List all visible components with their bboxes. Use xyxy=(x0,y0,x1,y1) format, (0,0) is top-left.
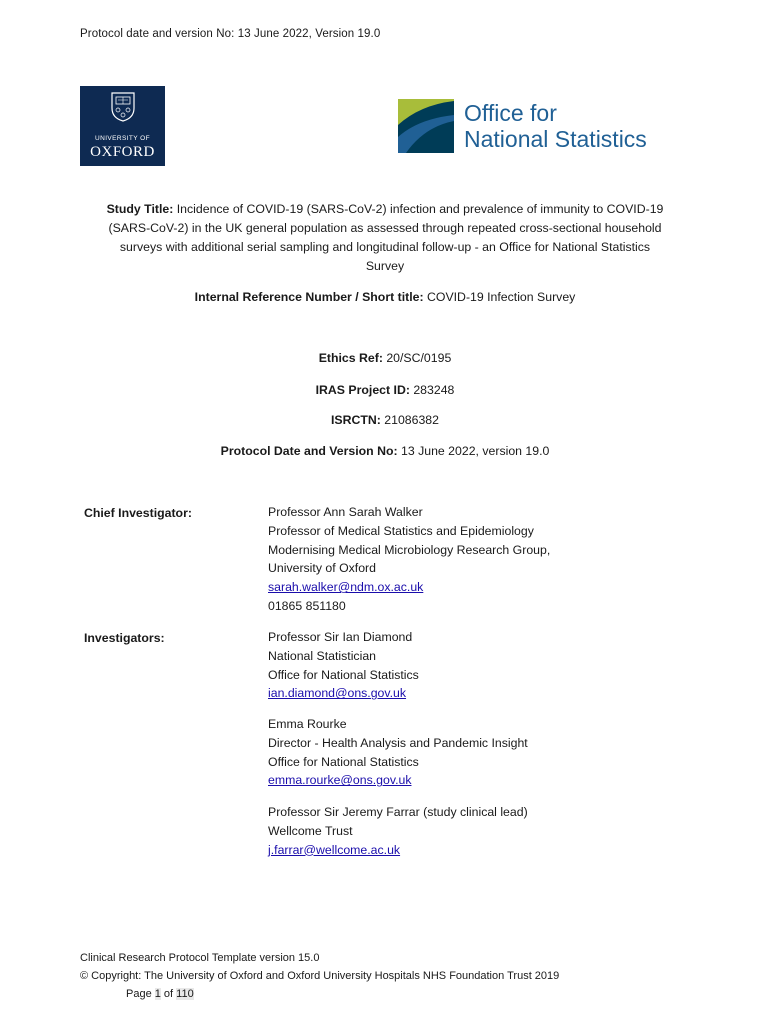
isrctn-label: ISRCTN: xyxy=(330,413,381,427)
iras-id-label: IRAS Project ID: xyxy=(315,383,410,397)
protocol-version xyxy=(0,444,770,458)
study-title-text: Incidence of COVID-19 (SARS-CoV-2) infection and prevalence of immunity to COVID-19 xyxy=(173,202,664,216)
isrctn-value: 21086382 xyxy=(380,413,439,427)
ons-logo-line1: Office for xyxy=(464,100,557,126)
investigator-line: Office for National Statistics xyxy=(268,754,419,769)
investigators-label: Investigators: xyxy=(84,631,165,645)
ons-logo-line2: National Statistics xyxy=(464,126,647,152)
investigator-line: Office for National Statistics xyxy=(268,667,419,682)
ons-mark-icon xyxy=(398,99,454,153)
investigator-line: Emma Rourke xyxy=(268,717,347,731)
investigator-line: Professor Sir Ian Diamond xyxy=(268,630,413,644)
ethics-ref xyxy=(0,351,770,365)
chief-line: University of Oxford xyxy=(268,561,376,576)
investigator-3 xyxy=(268,803,528,859)
chief-line: Professor Ann Sarah Walker xyxy=(268,505,423,519)
short-title-value: COVID-19 Infection Survey xyxy=(423,290,576,304)
isrctn xyxy=(0,413,770,427)
page-prefix: Page xyxy=(126,988,155,1000)
chief-line: Modernising Medical Microbiology Research Group, xyxy=(268,542,551,557)
page-of: of xyxy=(160,988,177,1000)
investigator-line: National Statistician xyxy=(268,648,376,663)
iras-id xyxy=(0,383,770,397)
chief-email-link[interactable]: sarah.walker@ndm.ox.ac.uk xyxy=(268,580,424,595)
footer-copyright: © Copyright: The University of Oxford and Oxford University Hospitals NHS Foundation Trust 2019 xyxy=(80,970,560,982)
page-total: 110 xyxy=(176,988,194,1000)
chief-investigator-details xyxy=(268,503,550,616)
chief-phone: 01865 851180 xyxy=(268,598,346,613)
iras-id-value: 283248 xyxy=(409,383,455,397)
investigator-email-link[interactable]: j.farrar@wellcome.ac.uk xyxy=(268,842,401,857)
study-title xyxy=(92,200,678,276)
investigator-line: Wellcome Trust xyxy=(268,823,353,838)
chief-line: Professor of Medical Statistics and Epidemiology xyxy=(268,523,534,538)
study-title-text: (SARS-CoV-2) in the UK general population as assessed through repeated cross-sectional household xyxy=(108,221,662,235)
investigator-1 xyxy=(268,628,419,703)
short-title-label: Internal Reference Number / Short title: xyxy=(194,290,424,304)
ons-logo xyxy=(398,99,678,155)
study-title-text: Survey xyxy=(365,259,405,273)
chief-investigator-label: Chief Investigator: xyxy=(84,506,192,520)
investigator-email-link[interactable]: emma.rourke@ons.gov.uk xyxy=(268,773,412,788)
study-title-text: surveys with additional serial sampling and longitudinal follow-up - an Office for National Statistics xyxy=(119,240,651,254)
protocol-version-value: 13 June 2022, version 19.0 xyxy=(397,444,550,458)
protocol-version-label: Protocol Date and Version No: xyxy=(220,444,398,458)
investigator-2 xyxy=(268,715,528,790)
ethics-ref-value: 20/SC/0195 xyxy=(382,351,452,365)
footer-template: Clinical Research Protocol Template version 15.0 xyxy=(80,952,320,964)
investigator-email-link[interactable]: ian.diamond@ons.gov.uk xyxy=(268,686,407,701)
page-current: 1 xyxy=(154,988,161,1000)
oxford-logo-line2: OXFORD xyxy=(90,144,155,160)
study-title-label: Study Title: xyxy=(106,202,174,216)
running-header: Protocol date and version No: 13 June 2022, Version 19.0 xyxy=(80,28,381,40)
investigator-line: Professor Sir Jeremy Farrar (study clinical lead) xyxy=(268,805,528,819)
page-number xyxy=(126,988,194,1000)
oxford-crest-icon xyxy=(111,92,135,122)
oxford-logo-line1: UNIVERSITY OF xyxy=(95,135,150,142)
investigator-line: Director - Health Analysis and Pandemic Insight xyxy=(268,735,528,750)
short-title xyxy=(0,290,770,304)
oxford-logo xyxy=(80,86,165,166)
ethics-ref-label: Ethics Ref: xyxy=(318,351,383,365)
